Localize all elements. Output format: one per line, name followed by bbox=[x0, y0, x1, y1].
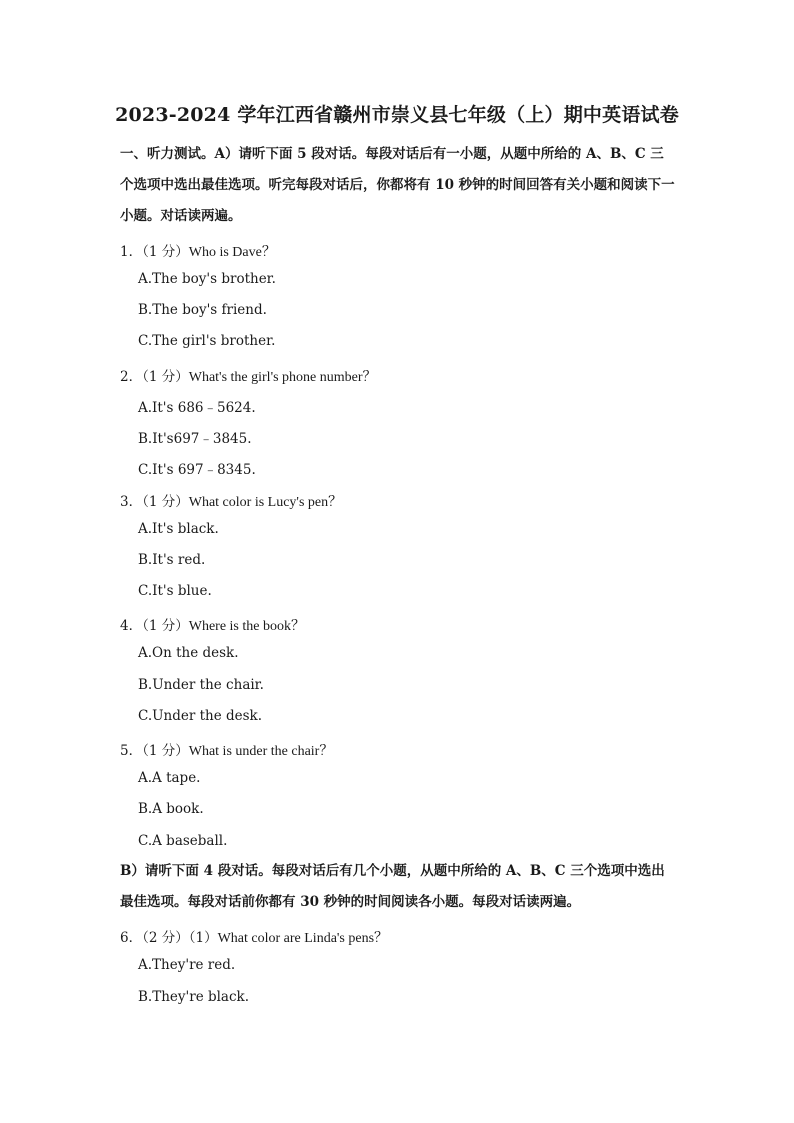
question-number: 1． bbox=[120, 244, 143, 260]
question-score: （1 分） bbox=[142, 369, 189, 385]
question-number: 6． bbox=[120, 930, 143, 946]
question-5 bbox=[120, 739, 333, 760]
option-4b: B.Under the chair. bbox=[138, 677, 264, 693]
section-a-instructions: 一、听力测试。A）请听下面 5 段对话。每段对话后有一小题，从题中所给的 A、B、C 三个选项中选出最佳选项。听完每段对话后，你都将有 10 秒钟的时间回答有关小题和阅读下一小题。对话读两遍。 bbox=[120, 146, 675, 224]
page-title: 2023-2024 学年江西省赣州市崇义县七年级（上）期中英语试卷 bbox=[115, 104, 679, 126]
option-4c: C.Under the desk. bbox=[138, 708, 263, 724]
question-1 bbox=[120, 240, 276, 261]
question-2 bbox=[120, 365, 377, 386]
question-text: Where is the book？ bbox=[188, 619, 305, 634]
option-6b: B.They're black. bbox=[138, 989, 250, 1005]
option-1b: B.The boy's friend. bbox=[138, 302, 267, 318]
section-b-instructions: B）请听下面 4 段对话。每段对话后有几个小题，从题中所给的 A、B、C 三个选项中选出最佳选项。每段对话前你都有 30 秒钟的时间阅读各小题。每段对话读两遍。 bbox=[120, 863, 665, 910]
question-text: What color is Lucy's pen？ bbox=[188, 495, 343, 510]
question-text: What's the girl's phone number？ bbox=[188, 370, 377, 385]
option-3b: B.It's red. bbox=[138, 552, 206, 568]
option-5a: A.A tape. bbox=[138, 770, 201, 786]
option-5b: B.A book. bbox=[138, 801, 204, 817]
question-number: 4． bbox=[120, 618, 143, 634]
option-5c: C.A baseball. bbox=[138, 833, 228, 849]
sub-question-number: （1） bbox=[188, 930, 218, 946]
question-score: （1 分） bbox=[142, 494, 189, 510]
question-score: （1 分） bbox=[142, 618, 189, 634]
question-score: （1 分） bbox=[142, 244, 189, 260]
option-2b: B.It's697﹣3845. bbox=[138, 431, 252, 447]
question-number: 2． bbox=[120, 369, 143, 385]
question-text: What color are Linda's pens？ bbox=[217, 931, 389, 946]
option-1c: C.The girl's brother. bbox=[138, 333, 276, 349]
question-score: （1 分） bbox=[142, 743, 189, 759]
option-3a: A.It's black. bbox=[138, 521, 219, 537]
question-3 bbox=[120, 490, 342, 511]
question-6 bbox=[120, 926, 388, 947]
option-3c: C.It's blue. bbox=[138, 583, 212, 599]
option-2c: C.It's 697﹣8345. bbox=[138, 462, 256, 478]
question-number: 5． bbox=[120, 743, 143, 759]
option-1a: A.The boy's brother. bbox=[138, 271, 276, 287]
question-4 bbox=[120, 614, 305, 635]
option-6a: A.They're red. bbox=[138, 957, 236, 973]
question-text: Who is Dave？ bbox=[188, 245, 276, 260]
question-number: 3． bbox=[120, 494, 143, 510]
question-score: （2 分） bbox=[142, 930, 189, 946]
option-2a: A.It's 686﹣5624. bbox=[138, 400, 256, 416]
question-text: What is under the chair？ bbox=[188, 744, 334, 759]
option-4a: A.On the desk. bbox=[138, 645, 239, 661]
